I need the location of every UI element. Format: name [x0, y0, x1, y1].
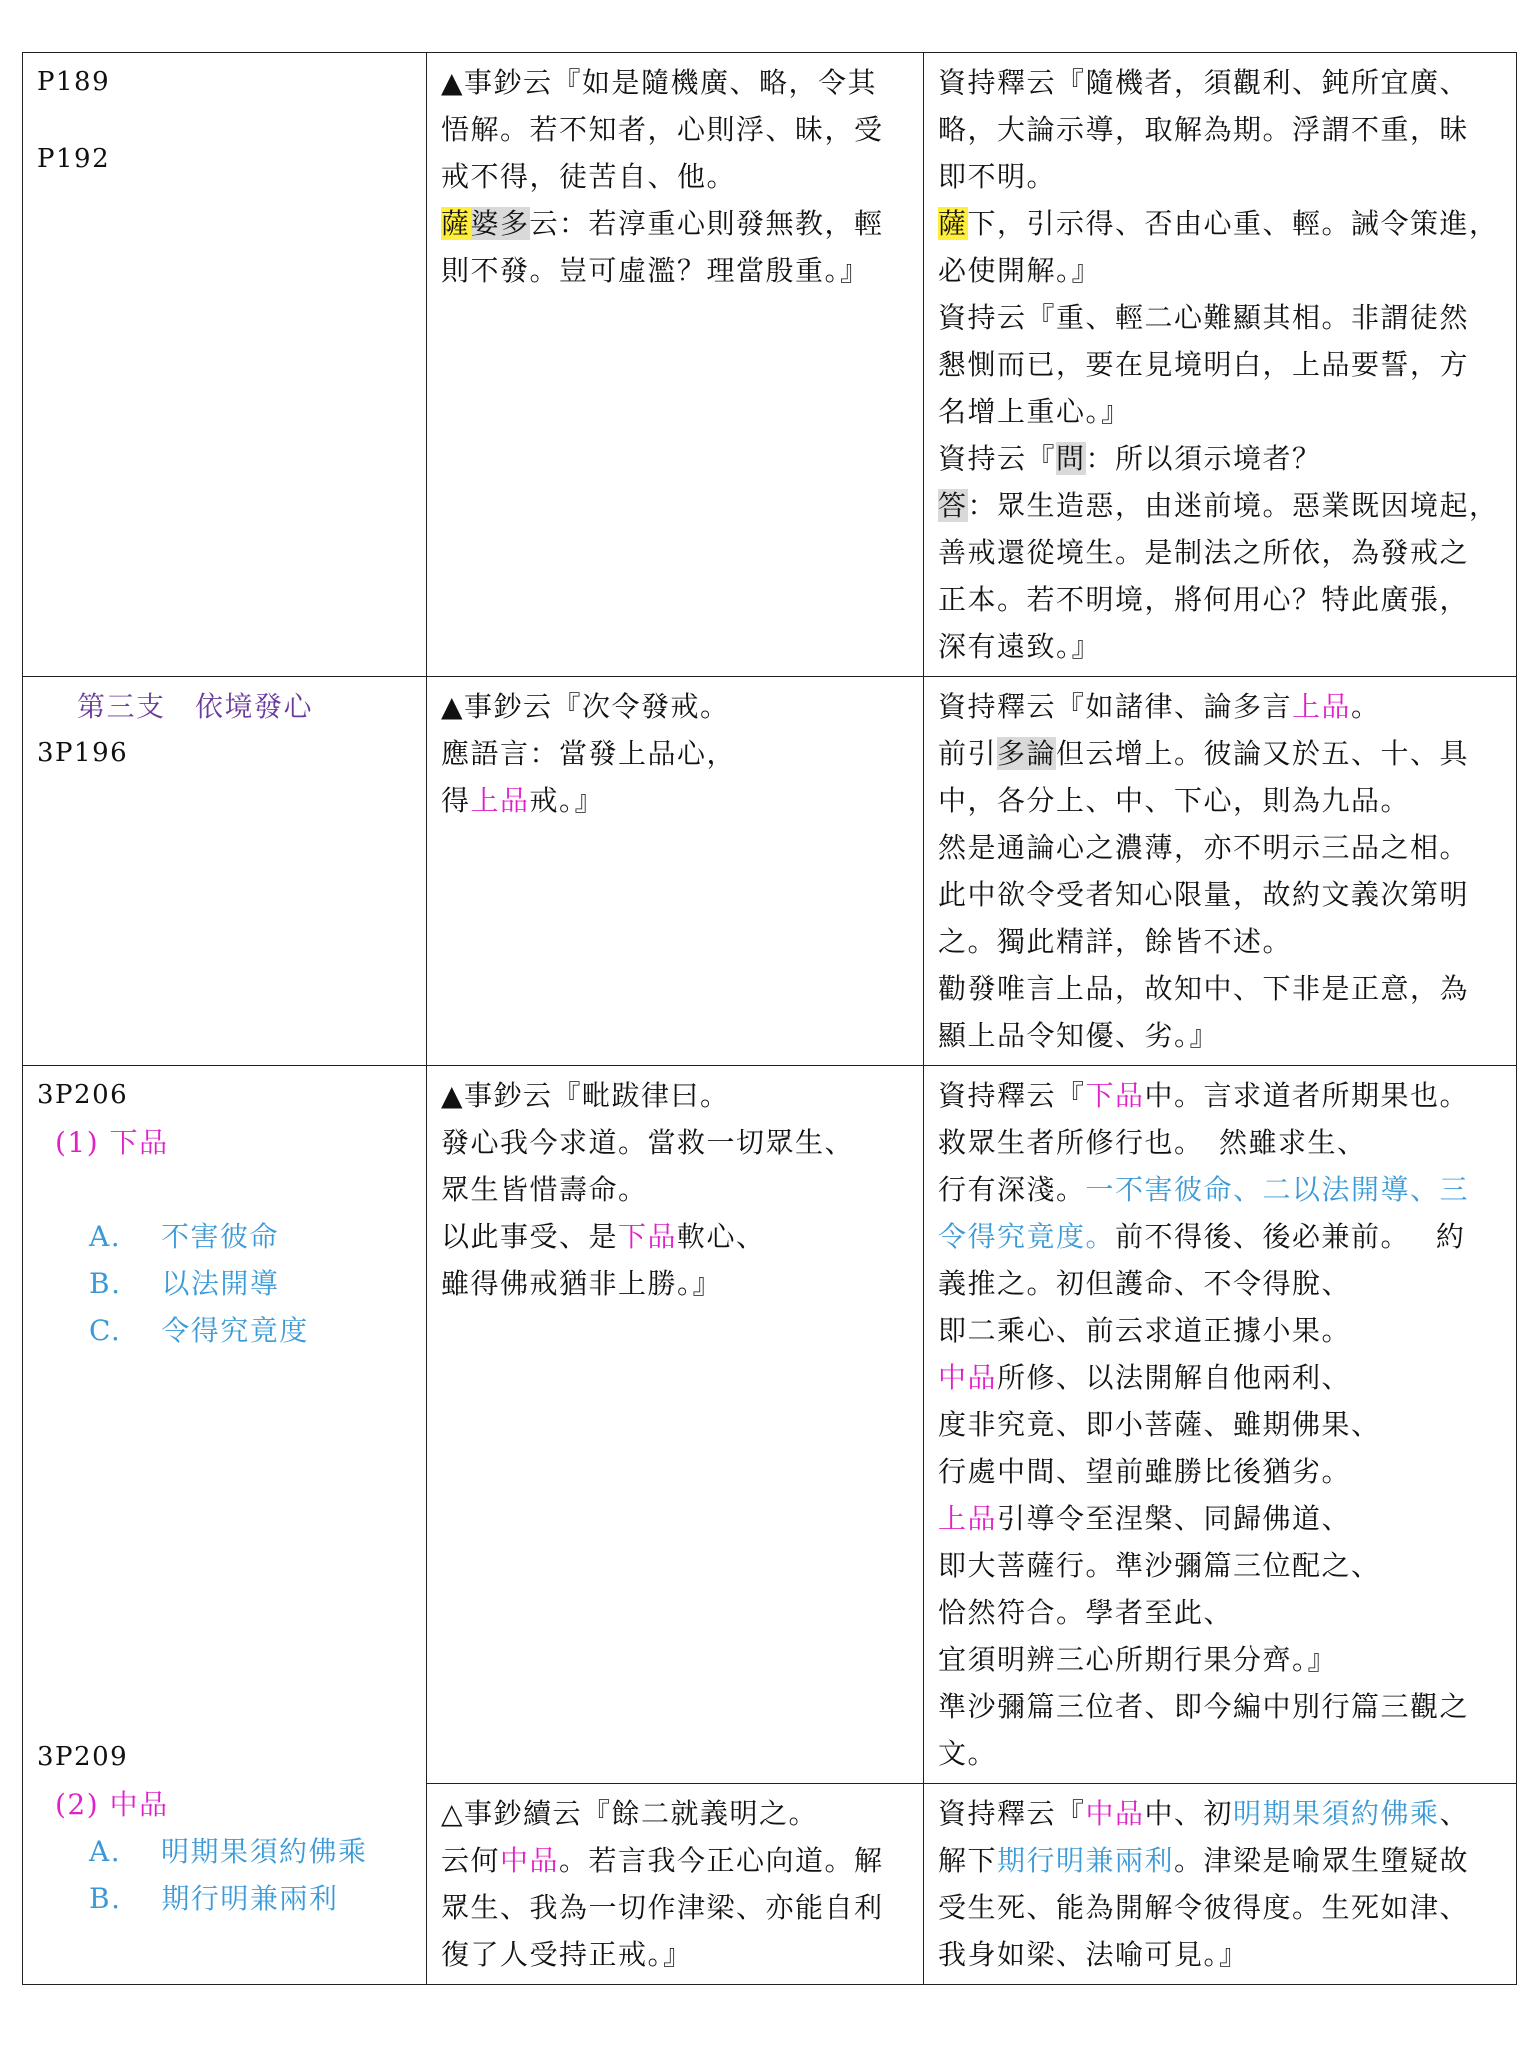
text-line: 悟解。若不知者，心則浮、昧，受	[441, 113, 884, 146]
keyword: 上品	[1292, 690, 1352, 723]
text-run: ：眾生造惡，由迷前境。惡業既因境起，	[967, 489, 1499, 522]
text-run: 云何	[441, 1844, 501, 1877]
text-run: ：所以須示境者？	[1085, 442, 1322, 475]
text-run: 資持釋云『	[938, 1079, 1086, 1112]
text-line	[938, 435, 1504, 482]
text-line: ▲事鈔云『如是隨機廣、略，令其	[441, 66, 878, 99]
highlight: 答	[938, 489, 968, 522]
text-line: 度非究竟、即小菩薩、雖期佛果、	[938, 1408, 1381, 1441]
text-line	[938, 1354, 1504, 1401]
text-line	[938, 1166, 1504, 1213]
text-line	[441, 777, 911, 824]
text-line: 即不明。	[938, 160, 1057, 193]
text-run: 軟心、	[677, 1220, 766, 1253]
text-line: 行處中間、望前雖勝比後猶劣。	[938, 1455, 1352, 1488]
keyword: 下品	[1085, 1079, 1145, 1112]
text-run: 下，引示得、否由心重、輕。誡令策進，	[967, 207, 1499, 240]
outline-item: (2) 中品	[55, 1788, 169, 1821]
source-text-cell	[427, 1066, 924, 1784]
keyword: 明期果須約佛乘	[1233, 1797, 1440, 1830]
text-line: 懇惻而已，要在見境明白，上品要誓，方	[938, 348, 1470, 381]
highlight: 多	[500, 207, 530, 240]
keyword: 下品	[618, 1220, 678, 1253]
highlight: 薩	[441, 207, 471, 240]
text-run: 資持釋云『如諸律、論多言	[938, 690, 1293, 723]
text-line: 宜須明辨三心所期行果分齊。』	[938, 1643, 1338, 1676]
highlight: 多論	[997, 737, 1057, 770]
text-line	[441, 1837, 911, 1884]
keyword: 中品	[938, 1361, 998, 1394]
reference-cell	[23, 53, 427, 677]
keyword: 中品	[500, 1844, 560, 1877]
text-line: 眾生皆惜壽命。	[441, 1173, 648, 1206]
text-run: 。津梁是喻眾生墮疑故	[1174, 1844, 1470, 1877]
text-line	[938, 1837, 1504, 1884]
text-run: 中、初	[1144, 1797, 1234, 1830]
text-run: 資持云『	[938, 442, 1057, 475]
keyword: 中品	[1085, 1797, 1145, 1830]
table-row	[23, 53, 1517, 677]
text-run: 、	[1439, 1797, 1470, 1830]
commentary-cell	[924, 53, 1517, 677]
text-line: 義推之。初但護命、不令得脫、	[938, 1267, 1352, 1300]
text-line: 救眾生者所修行也。 然雖求生、	[938, 1126, 1367, 1159]
outline-subitem: A. 不害彼命	[89, 1220, 280, 1253]
text-line: 名增上重心。』	[938, 395, 1131, 428]
text-line	[938, 482, 1504, 529]
text-line: 應語言：當發上品心，	[441, 737, 737, 770]
text-run: 行有深淺。	[938, 1173, 1086, 1206]
text-line: 必使開解。』	[938, 254, 1102, 287]
text-line	[938, 1790, 1504, 1837]
keyword: 令得究竟度。	[938, 1220, 1116, 1253]
text-run: 前不得後、後必兼前。 約	[1115, 1220, 1466, 1253]
text-line: △事鈔續云『餘二就義明之。	[441, 1797, 819, 1830]
keyword: 期行明兼兩利	[997, 1844, 1175, 1877]
outline-subitem: A. 明期果須約佛乘	[89, 1835, 368, 1868]
text-run: 資持釋云『	[938, 1797, 1086, 1830]
text-line: 發心我今求道。當救一切眾生、	[441, 1126, 855, 1159]
text-line	[938, 683, 1504, 730]
text-line: 中，各分上、中、下心，則為九品。	[938, 784, 1411, 817]
text-line	[938, 1213, 1504, 1260]
text-line	[441, 1213, 911, 1260]
table-row	[23, 1066, 1517, 1784]
text-line	[938, 730, 1504, 777]
text-line	[938, 200, 1504, 247]
commentary-cell	[924, 1066, 1517, 1784]
commentary-table	[22, 52, 1517, 1985]
highlight: 問	[1056, 442, 1086, 475]
text-run: 解下	[938, 1844, 998, 1877]
text-line: 則不發。豈可虛濫？理當殷重。』	[441, 254, 870, 287]
text-line: 復了人受持正戒。』	[441, 1938, 693, 1971]
text-run: 。	[1351, 690, 1381, 723]
text-run: 云：若淳重心則發無教，輕	[529, 207, 884, 240]
text-line: 準沙彌篇三位者、即今編中別行篇三觀之	[938, 1690, 1470, 1723]
source-text-cell	[427, 1784, 924, 1985]
text-line: 深有遠致。』	[938, 630, 1102, 663]
text-run: 戒。』	[529, 784, 605, 817]
text-line: ▲事鈔云『毗跋律曰。	[441, 1079, 730, 1112]
text-run: 但云增上。彼論又於五、十、具	[1056, 737, 1470, 770]
text-run: 得	[441, 784, 471, 817]
outline-subitem: B. 期行明兼兩利	[89, 1882, 339, 1915]
page-ref: 3P196	[37, 738, 129, 768]
text-line: ▲事鈔云『次令發戒。	[441, 690, 730, 723]
commentary-cell	[924, 1784, 1517, 1985]
text-line: 此中欲令受者知心限量，故約文義次第明	[938, 878, 1470, 911]
text-line: 資持釋云『隨機者，須觀利、鈍所宜廣、	[938, 66, 1470, 99]
text-line: 即二乘心、前云求道正據小果。	[938, 1314, 1352, 1347]
reference-cell	[23, 1066, 427, 1985]
keyword: 上品	[938, 1502, 998, 1535]
page-ref: P192	[37, 144, 111, 174]
page-ref: P189	[37, 67, 111, 97]
text-run: 引導令至涅槃、同歸佛道、	[997, 1502, 1352, 1535]
text-line: 之。獨此精詳，餘皆不述。	[938, 925, 1293, 958]
text-run: 以此事受、是	[441, 1220, 619, 1253]
text-line	[938, 1495, 1504, 1542]
text-line: 資持云『重、輕二心難顯其相。非謂徒然	[938, 301, 1470, 334]
outline-subitem: C. 令得究竟度	[89, 1314, 309, 1347]
commentary-cell	[924, 677, 1517, 1066]
table-row	[23, 677, 1517, 1066]
section-heading: 第三支 依境發心	[77, 690, 314, 723]
keyword: 一不害彼命、二以法開導、三	[1085, 1173, 1470, 1206]
text-line: 雖得佛戒猶非上勝。』	[441, 1267, 723, 1300]
text-line: 顯上品令知優、劣。』	[938, 1019, 1220, 1052]
text-line: 然是通論心之濃薄，亦不明示三品之相。	[938, 831, 1470, 864]
text-run: 前引	[938, 737, 998, 770]
text-run: 所修、以法開解自他兩利、	[997, 1361, 1352, 1394]
keyword: 上品	[470, 784, 530, 817]
reference-cell	[23, 677, 427, 1066]
text-line: 受生死、能為開解令彼得度。生死如津、	[938, 1891, 1470, 1924]
text-line: 略，大論示導，取解為期。浮謂不重，昧	[938, 113, 1470, 146]
text-line: 文。	[938, 1737, 998, 1770]
text-line: 眾生、我為一切作津梁、亦能自利	[441, 1891, 884, 1924]
highlight: 薩	[938, 207, 968, 240]
text-line: 善戒還從境生。是制法之所依，為發戒之	[938, 536, 1470, 569]
source-text-cell	[427, 53, 924, 677]
highlight: 婆	[470, 207, 501, 240]
text-line: 即大菩薩行。準沙彌篇三位配之、	[938, 1549, 1381, 1582]
text-run: 。若言我今正心向道。解	[559, 1844, 884, 1877]
text-line: 正本。若不明境，將何用心？特此廣張，	[938, 583, 1470, 616]
text-line: 我身如梁、法喻可見。』	[938, 1938, 1249, 1971]
text-line	[938, 1072, 1504, 1119]
text-line	[441, 200, 911, 247]
outline-subitem: B. 以法開導	[89, 1267, 280, 1300]
text-line: 恰然符合。學者至此、	[938, 1596, 1234, 1629]
text-run: 中。言求道者所期果也。	[1144, 1079, 1470, 1112]
text-line: 勸發唯言上品，故知中、下非是正意，為	[938, 972, 1470, 1005]
page-ref: 3P206	[37, 1080, 129, 1110]
page-ref: 3P209	[37, 1742, 129, 1772]
outline-item: (1) 下品	[55, 1126, 169, 1159]
text-line: 戒不得，徒苦自、他。	[441, 160, 737, 193]
source-text-cell	[427, 677, 924, 1066]
